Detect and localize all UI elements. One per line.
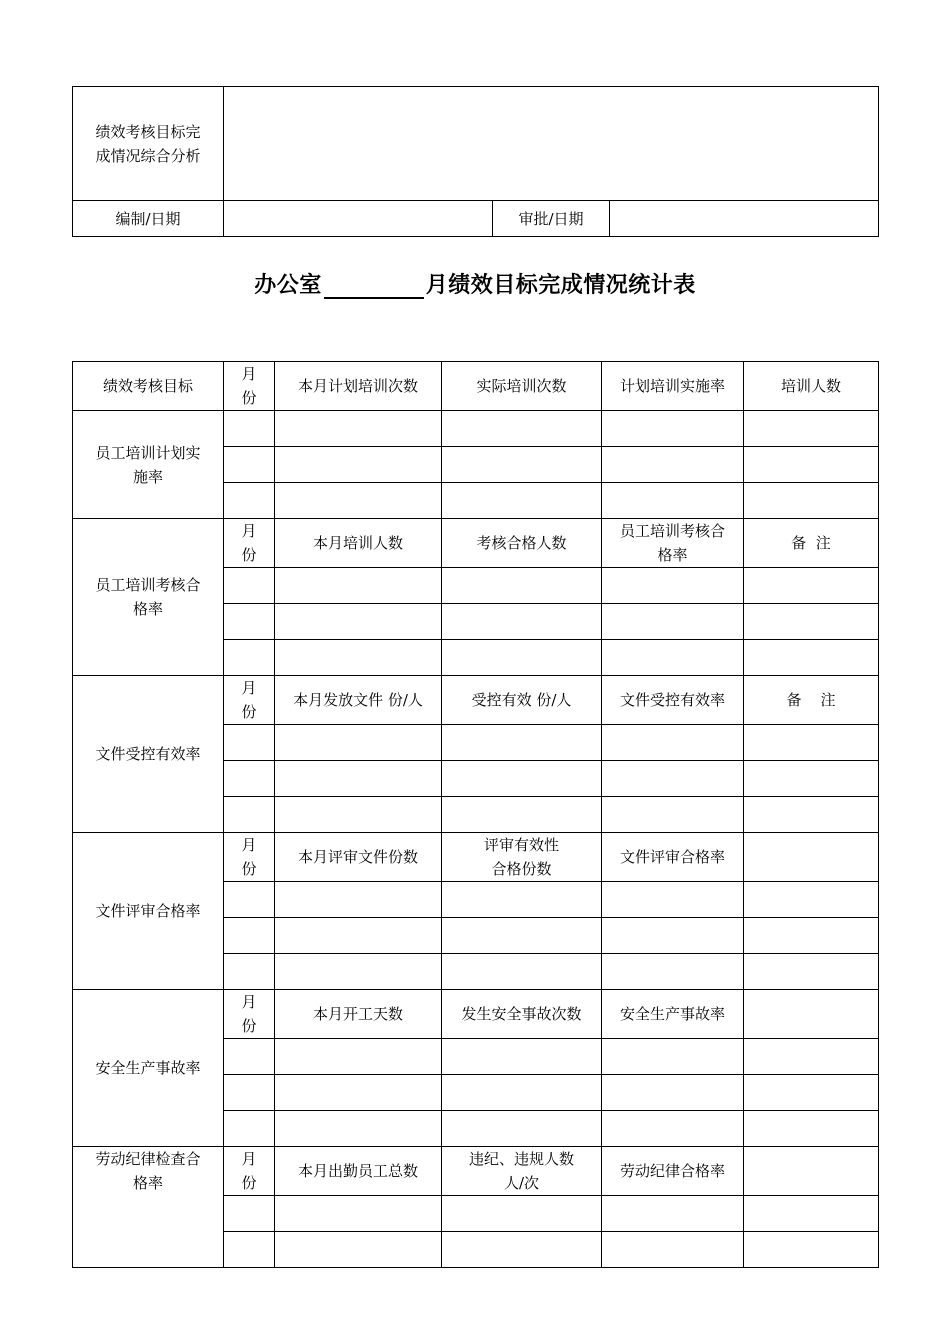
data-cell[interactable] [442,1039,602,1075]
data-cell[interactable] [224,918,275,954]
compile-date-cell[interactable] [224,201,493,237]
data-cell[interactable] [442,1232,602,1268]
month-top: 月 [241,679,257,697]
data-cell[interactable] [602,1196,744,1232]
data-cell[interactable] [602,918,744,954]
analysis-label [73,87,224,201]
month-bottom: 份 [241,703,257,721]
document-control-col3: 文件受控有效率 [602,676,744,725]
data-cell[interactable] [442,761,602,797]
document-review-col2 [442,833,602,882]
data-cell[interactable] [442,604,602,640]
data-cell[interactable] [224,797,275,833]
data-cell[interactable] [224,954,275,990]
data-cell[interactable] [442,411,602,447]
data-cell[interactable] [224,725,275,761]
compile-date-label: 编制/日期 [73,201,224,237]
month-top: 月 [241,522,257,540]
month-bottom: 份 [241,389,257,407]
data-cell[interactable] [602,447,744,483]
data-cell[interactable] [224,411,275,447]
discipline-label-line2: 格率 [132,1174,163,1192]
data-cell[interactable] [744,411,879,447]
data-cell[interactable] [275,1039,442,1075]
data-cell[interactable] [744,447,879,483]
data-cell[interactable] [442,483,602,519]
training-assessment-col3-line1: 员工培训考核合 [619,522,725,540]
data-cell[interactable] [744,568,879,604]
data-cell[interactable] [442,918,602,954]
data-cell[interactable] [744,797,879,833]
header-col2: 实际培训次数 [442,362,602,411]
data-cell[interactable] [224,568,275,604]
data-cell[interactable] [224,483,275,519]
data-cell[interactable] [442,882,602,918]
month-top: 月 [241,1150,257,1168]
data-cell[interactable] [602,1075,744,1111]
summary-table [72,86,879,237]
document-control-col1: 本月发放文件 份/人 [275,676,442,725]
data-cell[interactable] [602,411,744,447]
data-cell[interactable] [224,604,275,640]
data-cell[interactable] [224,640,275,676]
month-bottom: 份 [241,546,257,564]
discipline-col2 [442,1147,602,1196]
data-cell[interactable] [602,640,744,676]
data-cell[interactable] [602,568,744,604]
data-cell[interactable] [442,725,602,761]
data-cell[interactable] [224,882,275,918]
data-cell[interactable] [602,882,744,918]
data-cell[interactable] [442,568,602,604]
document-control-label: 文件受控有效率 [73,676,224,833]
analysis-label-line2: 成情况综合分析 [95,146,201,165]
data-cell[interactable] [224,1039,275,1075]
data-cell[interactable] [602,1232,744,1268]
data-cell[interactable] [442,1075,602,1111]
training-assessment-label-line1: 员工培训考核合 [95,576,201,594]
data-cell[interactable] [275,1196,442,1232]
discipline-col1: 本月出勤员工总数 [275,1147,442,1196]
data-cell[interactable] [275,797,442,833]
data-cell[interactable] [744,990,879,1039]
data-cell[interactable] [744,918,879,954]
data-cell[interactable] [224,1196,275,1232]
data-cell[interactable] [602,797,744,833]
data-cell[interactable] [744,1147,879,1196]
document-review-col2-line1: 评审有效性 [483,836,559,854]
data-cell[interactable] [224,447,275,483]
data-cell[interactable] [275,918,442,954]
data-cell[interactable] [602,1111,744,1147]
header-goal: 绩效考核目标 [73,362,224,411]
statistics-table [72,361,879,1268]
training-plan-label-line1: 员工培训计划实 [95,443,201,462]
analysis-content-cell[interactable] [224,87,879,201]
month-bottom: 份 [241,1174,257,1192]
training-assessment-col1: 本月培训人数 [275,519,442,568]
title-suffix: 月绩效目标完成情况统计表 [425,273,696,298]
data-cell[interactable] [275,1232,442,1268]
training-assessment-col2: 考核合格人数 [442,519,602,568]
data-cell[interactable] [224,1075,275,1111]
safety-col3: 安全生产事故率 [602,990,744,1039]
data-cell[interactable] [602,761,744,797]
data-cell[interactable] [442,797,602,833]
data-cell[interactable] [602,725,744,761]
data-cell[interactable] [275,882,442,918]
document-control-col4: 备 注 [744,676,879,725]
data-cell[interactable] [744,1075,879,1111]
data-cell[interactable] [442,954,602,990]
training-assessment-label [73,519,224,676]
data-cell[interactable] [744,1196,879,1232]
data-cell[interactable] [744,725,879,761]
data-cell[interactable] [224,1232,275,1268]
data-cell[interactable] [275,411,442,447]
training-plan-label-line2: 施率 [132,467,163,486]
month-header [224,1147,275,1196]
safety-col1: 本月开工天数 [275,990,442,1039]
data-cell[interactable] [602,604,744,640]
discipline-label [73,1147,224,1268]
document-review-col1: 本月评审文件份数 [275,833,442,882]
discipline-col3: 劳动纪律合格率 [602,1147,744,1196]
header-month [224,362,275,411]
data-cell[interactable] [442,1111,602,1147]
data-cell[interactable] [602,483,744,519]
month-bottom: 份 [241,860,257,878]
month-header [224,990,275,1039]
month-top: 月 [241,365,257,383]
data-cell[interactable] [275,604,442,640]
data-cell[interactable] [744,882,879,918]
training-assessment-col3 [602,519,744,568]
approve-date-cell[interactable] [610,201,879,237]
data-cell[interactable] [744,1111,879,1147]
data-cell[interactable] [275,483,442,519]
month-header [224,519,275,568]
safety-col2: 发生安全事故次数 [442,990,602,1039]
header-col4: 培训人数 [744,362,879,411]
data-cell[interactable] [442,640,602,676]
data-cell[interactable] [275,447,442,483]
data-cell[interactable] [744,954,879,990]
data-cell[interactable] [275,725,442,761]
month-header [224,833,275,882]
header-col1: 本月计划培训次数 [275,362,442,411]
analysis-label-line1: 绩效考核目标完 [95,122,201,141]
data-cell[interactable] [442,1196,602,1232]
data-cell[interactable] [442,447,602,483]
month-header [224,676,275,725]
data-cell[interactable] [275,568,442,604]
discipline-col2-line1: 违纪、违规人数 [468,1150,574,1168]
data-cell[interactable] [602,954,744,990]
month-top: 月 [241,836,257,854]
document-control-col2: 受控有效 份/人 [442,676,602,725]
training-assessment-label-line2: 格率 [132,600,163,618]
data-cell[interactable] [224,1111,275,1147]
data-cell[interactable] [602,1039,744,1075]
data-cell[interactable] [275,761,442,797]
data-cell[interactable] [744,640,879,676]
document-review-col3: 文件评审合格率 [602,833,744,882]
training-assessment-col3-line2: 格率 [657,546,688,564]
month-blank-line[interactable] [324,275,424,299]
approve-date-label: 审批/日期 [493,201,610,237]
document-review-col2-line2: 合格份数 [491,860,552,878]
data-cell[interactable] [744,483,879,519]
data-cell[interactable] [744,761,879,797]
data-cell[interactable] [744,604,879,640]
discipline-label-line1: 劳动纪律检查合 [95,1150,201,1168]
month-bottom: 份 [241,1017,257,1035]
training-plan-label [73,411,224,519]
safety-label: 安全生产事故率 [73,990,224,1147]
data-cell[interactable] [744,1039,879,1075]
data-cell[interactable] [224,761,275,797]
data-cell[interactable] [275,1075,442,1111]
document-review-label: 文件评审合格率 [73,833,224,990]
header-col3: 计划培训实施率 [602,362,744,411]
data-cell[interactable] [744,833,879,882]
data-cell[interactable] [275,1111,442,1147]
month-top: 月 [241,993,257,1011]
data-cell[interactable] [744,1232,879,1268]
discipline-col2-line2: 人/次 [503,1174,540,1192]
training-assessment-col4: 备 注 [744,519,879,568]
data-cell[interactable] [275,640,442,676]
data-cell[interactable] [275,954,442,990]
title-prefix: 办公室 [254,273,322,298]
page-title [0,268,950,299]
